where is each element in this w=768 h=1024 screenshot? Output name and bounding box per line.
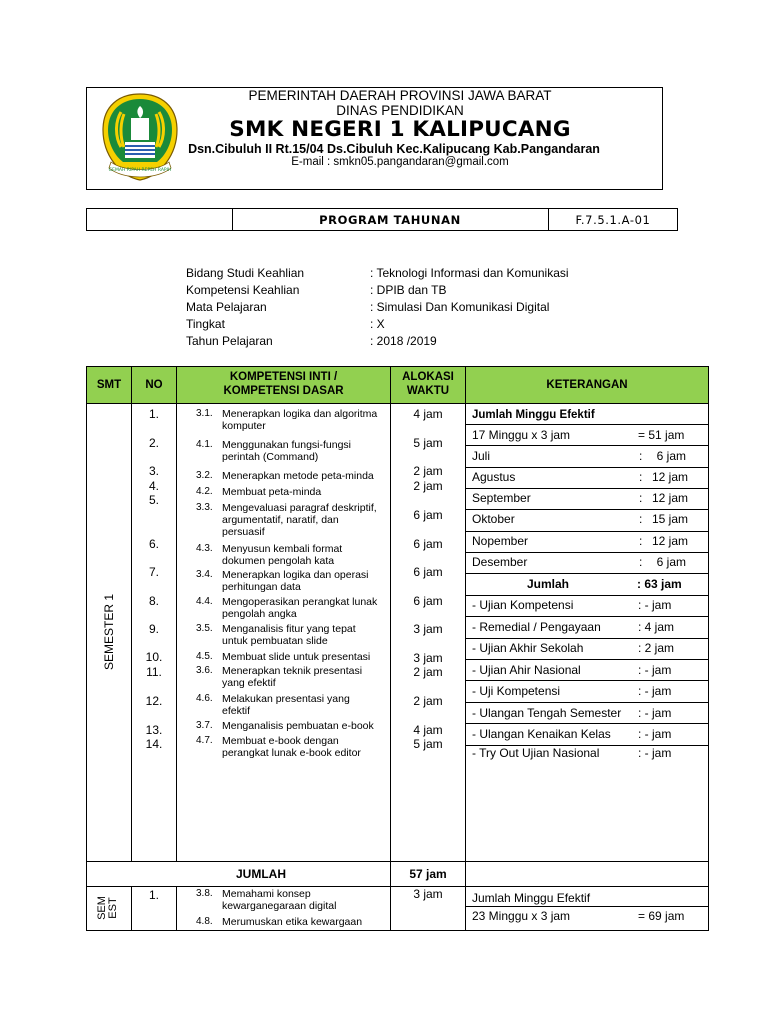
weeks-calc-value: = 69 jam <box>638 909 685 923</box>
weeks-calc-value: = 51 jam <box>638 428 685 442</box>
header-no: NO <box>145 379 163 391</box>
kd-code: 4.4. <box>196 596 213 607</box>
kd-code: 3.8. <box>196 888 213 899</box>
kd-text: Menganalisis pembuatan e-book <box>222 720 374 732</box>
semester-1-label: SEMESTER 1 <box>102 593 116 671</box>
activity-value: : - jam <box>638 706 672 720</box>
activity-label: - Uji Kompetensi <box>472 684 561 698</box>
kd-text: Menerapkan teknik presentasi yang efektif <box>222 665 363 689</box>
month-colon: : <box>639 449 643 463</box>
time-allocation: 2 jam <box>413 479 443 493</box>
activity-label: - Ulangan Tengah Semester <box>472 706 622 720</box>
kd-code: 4.3. <box>196 543 213 554</box>
kd-code: 3.3. <box>196 502 213 513</box>
kd-code: 4.1. <box>196 439 213 450</box>
kd-code: 3.2. <box>196 470 213 481</box>
activity-label: - Ujian Kompetensi <box>472 598 574 612</box>
kd-code: 4.2. <box>196 486 213 497</box>
header-alokasi: ALOKASI <box>402 371 454 383</box>
month-value: 12 jam <box>652 534 689 548</box>
activity-value: : - jam <box>638 746 672 760</box>
effective-weeks-title: Jumlah Minggu Efektif <box>472 409 595 421</box>
month-label: Juli <box>472 449 491 463</box>
time-allocation: 2 jam <box>413 665 443 679</box>
time-allocation: 4 jam <box>413 407 443 421</box>
time-allocation: 6 jam <box>413 565 443 579</box>
activity-label: - Ujian Akhir Sekolah <box>472 641 584 655</box>
activity-value: : - jam <box>638 598 672 612</box>
time-allocation: 5 jam <box>413 436 443 450</box>
department-title: DINAS PENDIDIKAN <box>336 103 464 118</box>
activity-label: - Ulangan Kenaikan Kelas <box>472 727 611 741</box>
kd-text: Menyusun kembali format dokumen pengolah kata <box>222 543 343 567</box>
row-number: 1. <box>148 407 159 421</box>
row-number: 11. <box>146 665 162 679</box>
program-title: PROGRAM TAHUNAN <box>319 213 461 227</box>
kd-code: 4.8. <box>196 916 213 927</box>
row-number: 14. <box>145 737 163 751</box>
month-value: 15 jam <box>652 512 689 526</box>
kd-code: 3.4. <box>196 569 213 580</box>
row-number: 9. <box>148 622 159 636</box>
month-value: 12 jam <box>652 491 689 505</box>
activity-value: : 4 jam <box>638 620 675 634</box>
month-label: Nopember <box>472 534 529 548</box>
kd-code: 4.7. <box>196 735 213 746</box>
month-colon: : <box>639 470 643 484</box>
kd-text: Melakukan presentasi yang efektif <box>222 693 350 717</box>
info-label: Kompetensi Keahlian <box>186 283 300 297</box>
program-title-bar <box>86 208 678 231</box>
info-value: : X <box>370 317 385 331</box>
month-colon: : <box>639 534 643 548</box>
time-allocation: 3 jam <box>413 622 443 636</box>
row-number: 3. <box>148 464 159 478</box>
kd-code: 3.7. <box>196 720 213 731</box>
kd-code: 3.5. <box>196 623 213 634</box>
school-name: SMK NEGERI 1 KALIPUCANG <box>229 117 571 142</box>
total-label: JUMLAH <box>236 867 286 881</box>
west-java-emblem-logo <box>101 92 179 182</box>
kd-text: Mengevaluasi paragraf deskriptif, argumentatif, naratif, dan persuasif <box>222 502 377 538</box>
total-hours-label: Jumlah <box>527 577 570 591</box>
kd-text: Membuat peta-minda <box>222 486 322 498</box>
weeks-calc-label: 23 Minggu x 3 jam <box>472 909 571 923</box>
row-number: 10. <box>145 650 163 664</box>
kd-text: Menganalisis fitur yang tepat untuk pembuatan slide <box>222 623 356 647</box>
activity-value: : - jam <box>638 727 672 741</box>
weeks-calc-label: 17 Minggu x 3 jam <box>472 428 571 442</box>
header-smt: SMT <box>96 379 122 391</box>
time-allocation: 6 jam <box>413 537 443 551</box>
activity-label: - Ujian Ahir Nasional <box>472 663 581 677</box>
semester-2-label: SEM EST <box>96 896 119 920</box>
info-label: Tingkat <box>186 317 225 331</box>
time-allocation: 5 jam <box>413 737 443 751</box>
activity-label: - Try Out Ujian Nasional <box>472 746 600 760</box>
kd-text: Mengoperasikan perangkat lunak pengolah angka <box>222 596 378 620</box>
month-label: Oktober <box>472 512 515 526</box>
info-value: : Simulasi Dan Komunikasi Digital <box>370 300 550 314</box>
kd-text: Menerapkan metode peta-minda <box>222 470 374 482</box>
total-hours-value: : 63 jam <box>637 577 682 591</box>
kd-text: Memahami konsep kewarganegaraan digital <box>222 888 337 912</box>
total-value: 57 jam <box>409 867 447 881</box>
logo-motto-text: GEMAH RIPAH REPEH RAPIH <box>108 168 172 173</box>
kd-text: Menerapkan logika dan algoritma komputer <box>222 408 378 432</box>
kd-code: 4.5. <box>196 651 213 662</box>
header-keterangan: KETERANGAN <box>546 379 628 391</box>
row-number: 4. <box>148 479 159 493</box>
kd-text: Membuat slide untuk presentasi <box>222 651 371 663</box>
month-label: September <box>472 491 531 505</box>
month-value: 12 jam <box>652 470 689 484</box>
month-label: Desember <box>472 555 528 569</box>
header-waktu: WAKTU <box>406 385 450 397</box>
row-number: 12. <box>145 694 163 708</box>
kd-text: Membuat e-book dengan perangkat lunak e-book editor <box>222 735 361 759</box>
activity-value: : - jam <box>638 684 672 698</box>
kd-code: 3.1. <box>196 408 213 419</box>
school-email: E-mail : smkn05.pangandaran@gmail.com <box>291 156 509 168</box>
month-colon: : <box>639 555 643 569</box>
time-allocation: 6 jam <box>413 508 443 522</box>
info-value: : 2018 /2019 <box>370 334 437 348</box>
info-label: Tahun Pelajaran <box>186 334 273 348</box>
school-address: Dsn.Cibuluh II Rt.15/04 Ds.Cibuluh Kec.Kalipucang Kab.Pangandaran <box>188 142 600 156</box>
activity-value: : 2 jam <box>638 641 675 655</box>
effective-weeks-title: Jumlah Minggu Efektif <box>472 891 591 905</box>
time-allocation: 6 jam <box>413 594 443 608</box>
row-number: 5. <box>148 493 159 507</box>
month-value: 6 jam <box>656 555 686 569</box>
month-colon: : <box>639 512 643 526</box>
month-value: 6 jam <box>656 449 686 463</box>
info-label: Bidang Studi Keahlian <box>186 266 305 280</box>
activity-label: - Remedial / Pengayaan <box>472 620 601 634</box>
row-number: 13. <box>145 723 163 737</box>
time-allocation: 2 jam <box>413 464 443 478</box>
info-value: : Teknologi Informasi dan Komunikasi <box>370 266 569 280</box>
row-number: 7. <box>148 565 159 579</box>
time-allocation: 3 jam <box>413 651 443 665</box>
month-colon: : <box>639 491 643 505</box>
form-code: F.7.5.1.A-01 <box>575 213 651 227</box>
info-value: : DPIB dan TB <box>370 283 447 297</box>
government-title: PEMERINTAH DAERAH PROVINSI JAWA BARAT <box>248 88 552 103</box>
info-label: Mata Pelajaran <box>186 300 267 314</box>
row-number: 6. <box>148 537 159 551</box>
kd-code: 4.6. <box>196 693 213 704</box>
header-kompetensi-dasar: KOMPETENSI DASAR <box>223 385 344 397</box>
month-label: Agustus <box>472 470 516 484</box>
kd-text: Menerapkan logika dan operasi perhitungan data <box>222 569 369 593</box>
activity-value: : - jam <box>638 663 672 677</box>
row-number: 8. <box>148 594 159 608</box>
time-allocation: 2 jam <box>413 694 443 708</box>
time-allocation: 4 jam <box>413 723 443 737</box>
row-number: 1. <box>148 888 159 902</box>
time-allocation: 3 jam <box>413 887 443 901</box>
kd-text: Menggunakan fungsi-fungsi perintah (Command) <box>222 439 352 463</box>
header-kompetensi-inti: KOMPETENSI INTI / <box>229 371 338 383</box>
kd-code: 3.6. <box>196 665 213 676</box>
kd-text: Merumuskan etika kewargaan <box>222 916 363 928</box>
row-number: 2. <box>148 436 159 450</box>
